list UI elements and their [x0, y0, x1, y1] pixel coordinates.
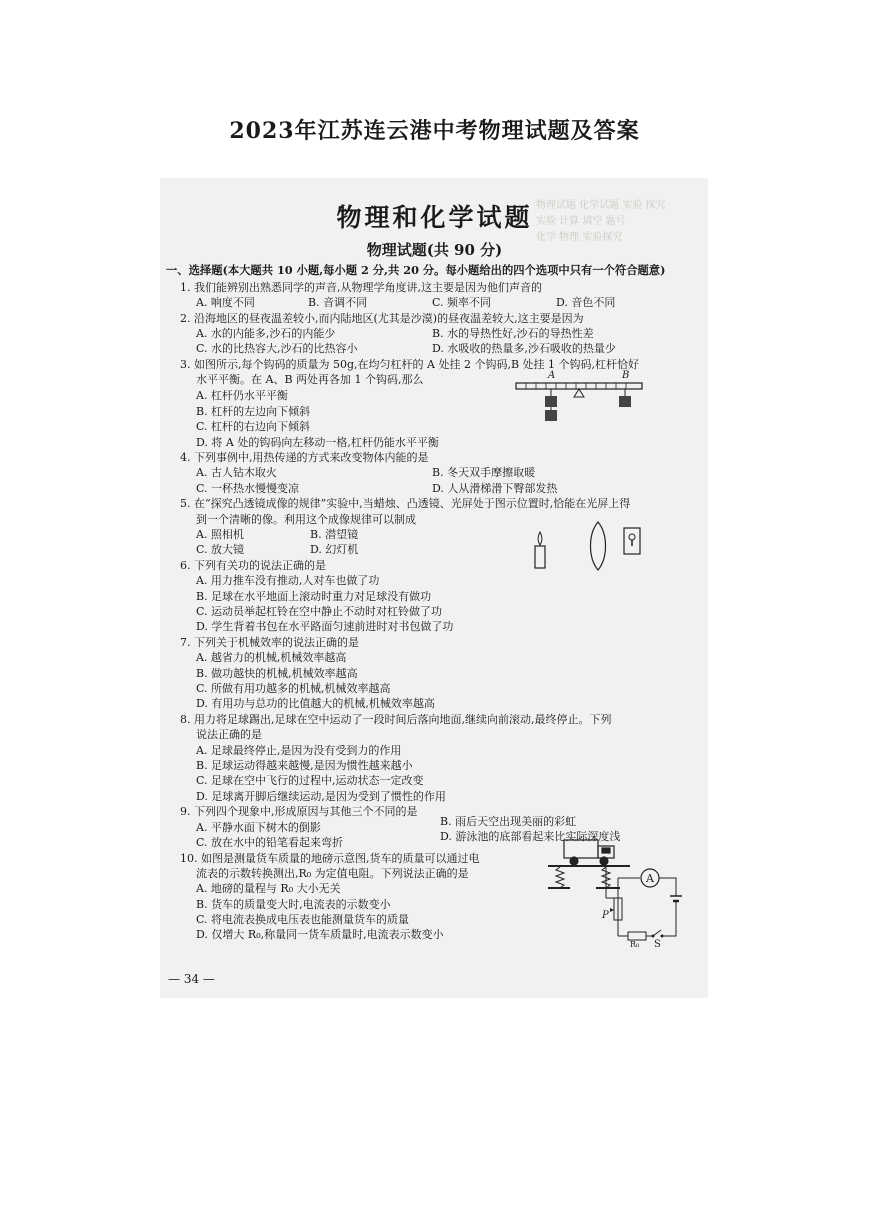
bleed-through-text: 物理试题 化学试题 实验 探究: [536, 200, 666, 211]
lever-label-b: B: [622, 370, 630, 381]
lever-diagram: [508, 366, 648, 432]
option: D. 有用功与总功的比值越大的机械,机械效率越高: [196, 697, 435, 710]
truck-icon: [564, 840, 614, 865]
switch-label: S: [654, 939, 661, 948]
option: A. 地磅的量程与 R₀ 大小无关: [196, 882, 341, 895]
option: B. 水的导热性好,沙石的导热性差: [432, 327, 594, 340]
ammeter-label: A: [646, 872, 654, 885]
question-stem: 6. 下列有关功的说法正确的是: [180, 559, 326, 572]
option: B. 雨后天空出现美丽的彩虹: [440, 815, 577, 828]
option: A. 响度不同: [196, 296, 255, 309]
option: D. 仅增大 R₀,称量同一货车质量时,电流表示数变小: [196, 928, 444, 941]
option: A. 杠杆仍水平平衡: [196, 389, 288, 402]
question-stem: 3. 如图所示,每个钩码的质量为 50g,在均匀杠杆的 A 处挂 2 个钩码,B 处挂 1 个钩码,杠杆恰好: [180, 358, 640, 371]
convex-lens-icon: [591, 522, 606, 570]
question-stem: 8. 用力将足球踢出,足球在空中运动了一段时间后落向地面,继续向前滚动,最终停止。下列: [180, 713, 612, 726]
option: D. 游泳池的底部看起来比实际深度浅: [440, 830, 621, 843]
question-stem: 到一个清晰的像。利用这个成像规律可以制成: [196, 513, 416, 526]
option: C. 足球在空中飞行的过程中,运动状态一定改变: [196, 774, 424, 787]
question-stem: 流表的示数转换测出,R₀ 为定值电阻。下列说法正确的是: [196, 867, 469, 880]
option: D. 水吸收的热量多,沙石吸收的热量少: [432, 342, 616, 355]
resistor-label: R₀: [630, 940, 640, 948]
ammeter-icon: [641, 869, 659, 887]
option: C. 水的比热容大,沙石的比热容小: [196, 342, 358, 355]
light-screen-icon: [624, 528, 640, 554]
option: C. 运动员举起杠铃在空中静止不动时对杠铃做了功: [196, 605, 443, 618]
lever-label-a: A: [548, 370, 556, 381]
option: C. 放大镜: [196, 543, 245, 556]
switch-icon: [646, 930, 664, 938]
question-stem: 说法正确的是: [196, 728, 262, 741]
fixed-resistor-icon: [628, 932, 646, 940]
page-number: — 34 —: [168, 972, 215, 986]
option: D. 学生背着书包在水平路面匀速前进时对书包做了功: [196, 620, 454, 633]
truck-scale-circuit-diagram: [540, 836, 690, 948]
option: B. 音调不同: [308, 296, 368, 309]
option: B. 足球运动得越来越慢,是因为惯性越来越小: [196, 759, 413, 772]
option: C. 放在水中的铅笔看起来弯折: [196, 836, 344, 849]
option: C. 一杯热水慢慢变凉: [196, 482, 300, 495]
question-stem: 10. 如图是测量货车质量的地磅示意图,货车的质量可以通过电: [180, 852, 480, 865]
option: D. 将 A 处的钩码向左移动一格,杠杆仍能水平平衡: [196, 436, 439, 449]
spring-icon: [556, 867, 610, 888]
option: B. 足球在水平地面上滚动时重力对足球没有做功: [196, 590, 432, 603]
paper-subtitle: 物理试题(共 90 分): [366, 241, 503, 259]
document-title: 2023年江苏连云港中考物理试题及答案: [229, 118, 640, 144]
question-stem: 9. 下列四个现象中,形成原因与其他三个不同的是: [180, 805, 418, 818]
option: A. 水的内能多,沙石的内能少: [196, 327, 336, 340]
option: B. 做功越快的机械,机械效率越高: [196, 667, 358, 680]
option: A. 古人钻木取火: [196, 466, 277, 479]
option: D. 幻灯机: [310, 543, 359, 556]
option: D. 音色不同: [556, 296, 616, 309]
option: B. 杠杆的左边向下倾斜: [196, 405, 311, 418]
bleed-through-text: 化学 物理 实验探究: [536, 232, 623, 243]
option: A. 足球最终停止,是因为没有受到力的作用: [196, 744, 402, 757]
section-header: 一、选择题(本大题共 10 小题,每小题 2 分,共 20 分。每小题给出的四个选项中只有一个符合题意): [166, 263, 666, 277]
paper-title: 物理和化学试题: [336, 203, 533, 232]
option: C. 所做有用功越多的机械,机械效率越高: [196, 682, 391, 695]
option: C. 频率不同: [432, 296, 492, 309]
option: A. 越省力的机械,机械效率越高: [196, 651, 347, 664]
question-stem: 水平平衡。在 A、B 两处再各加 1 个钩码,那么: [196, 373, 424, 386]
bleed-through-text: 实验 计算 填空 题号: [536, 216, 626, 227]
option: A. 用力推车没有推动,人对车也做了功: [196, 574, 380, 587]
option: C. 将电流表换成电压表也能测量货车的质量: [196, 913, 410, 926]
question-stem: 2. 沿海地区的昼夜温差较小,而内陆地区(尤其是沙漠)的昼夜温差较大,这主要是因为: [180, 312, 584, 325]
option: A. 照相机: [196, 528, 244, 541]
question-stem: 4. 下列事例中,用热传递的方式来改变物体内能的是: [180, 451, 429, 464]
option: B. 冬天双手摩擦取暖: [432, 466, 536, 479]
option: B. 货车的质量变大时,电流表的示数变小: [196, 898, 391, 911]
option: C. 杠杆的右边向下倾斜: [196, 420, 311, 433]
question-stem: 1. 我们能辨别出熟悉同学的声音,从物理学角度讲,这主要是因为他们声音的: [180, 281, 542, 294]
question-stem: 5. 在“探究凸透镜成像的规律”实验中,当蜡烛、凸透镜、光屏处于图示位置时,恰能在光屏上得: [180, 497, 631, 510]
lens-experiment-diagram: [528, 518, 652, 574]
option: A. 平静水面下树木的倒影: [196, 821, 321, 834]
slider-resistor-icon: [610, 898, 622, 920]
slider-label: P: [602, 910, 609, 921]
candle-icon: [535, 532, 545, 568]
question-stem: 7. 下列关于机械效率的说法正确的是: [180, 636, 359, 649]
option: D. 人从滑梯滑下臀部发热: [432, 482, 558, 495]
option: D. 足球离开脚后继续运动,是因为受到了惯性的作用: [196, 790, 446, 803]
option: B. 潜望镜: [310, 528, 359, 541]
